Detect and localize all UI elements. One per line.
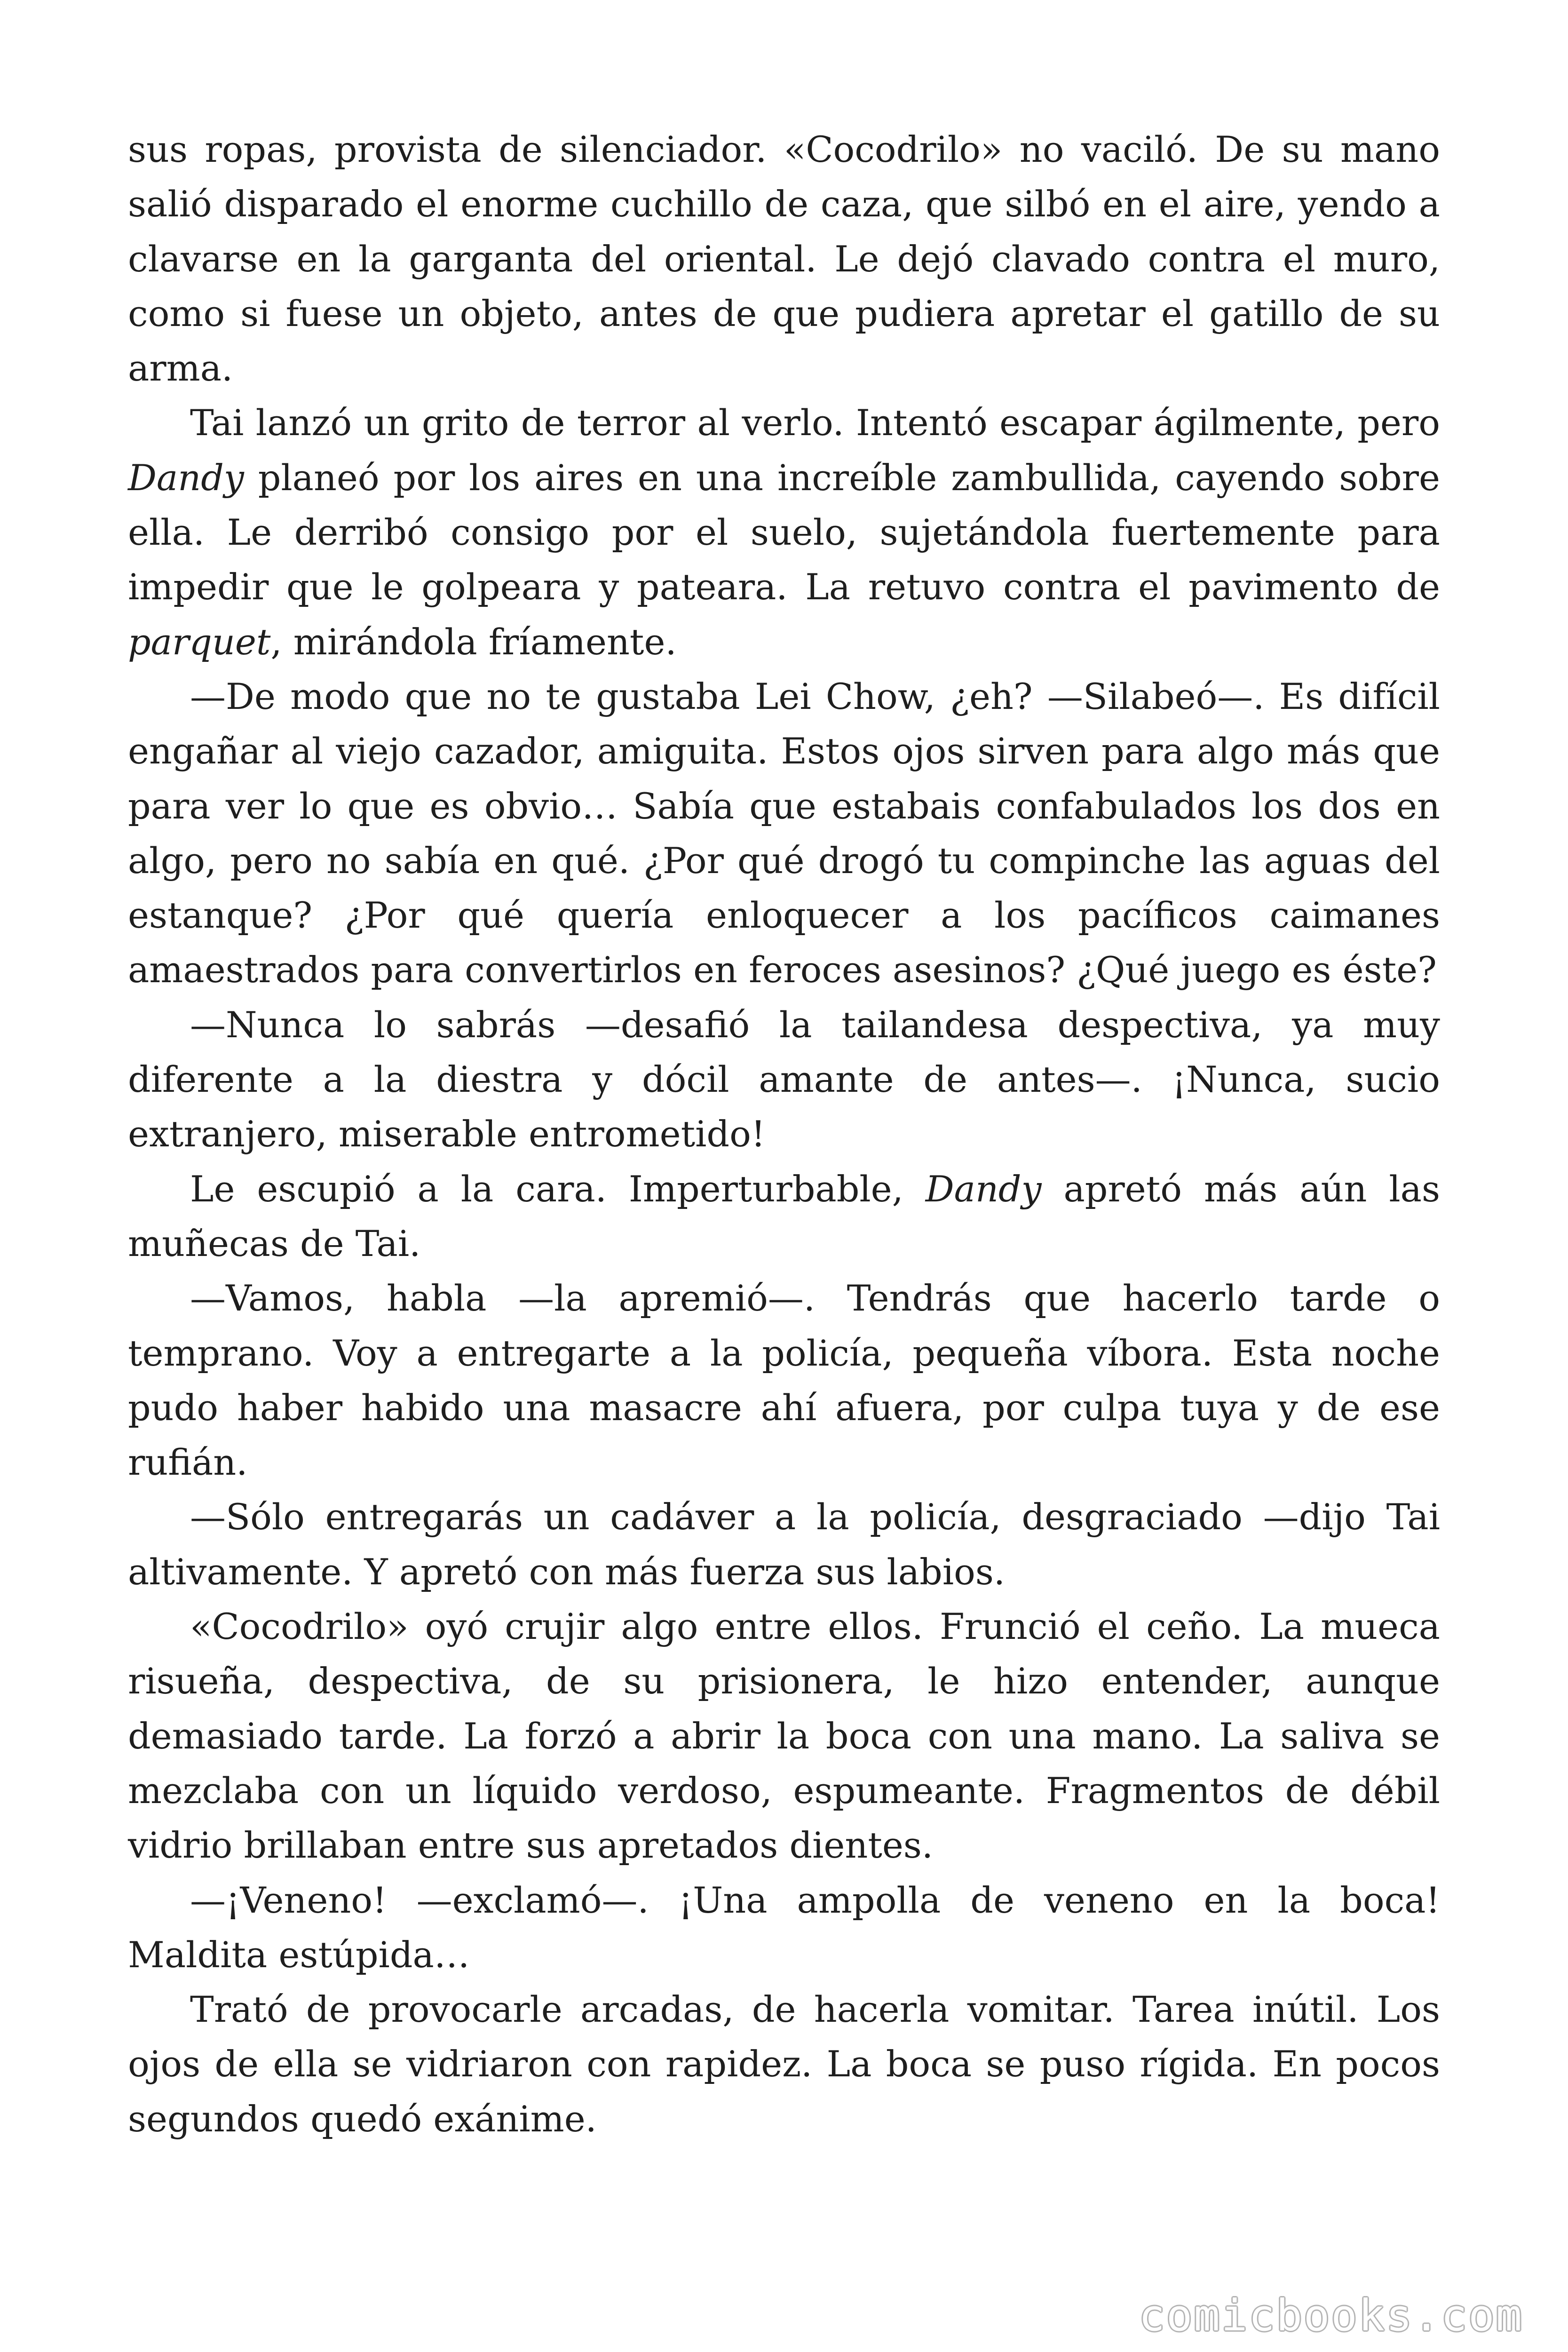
text-run: «Cocodrilo» oyó crujir algo entre ellos. Frunció el ceño. La mueca risueña, despectiva, de su prisionera, le hizo entender, aunque demasiado tarde. La forzó a abrir la boca con una mano. La saliva se mezclaba con un líquido verdoso, espumeante. Fragmentos de débil vidrio brillaban entre sus apretados dientes. xyxy=(128,1605,1440,1867)
text-run: planeó por los aires en una increíble zambullida, cayendo sobre ella. Le derribó consigo por el suelo, sujetándola fuertemente para impedir que le golpeara y pateara. La retuvo contra el pavimento de xyxy=(128,456,1440,608)
italic-text: Dandy xyxy=(128,456,244,499)
paragraph xyxy=(128,998,1440,1162)
watermark: comicbooks.com xyxy=(1139,2290,1523,2341)
text-run: apretó más aún las muñecas de Tai. xyxy=(128,1168,1440,1264)
text-run: Le escupió a la cara. Imperturbable, xyxy=(190,1168,926,1210)
paragraph xyxy=(128,669,1440,998)
text-run: Tai lanzó un grito de terror al verlo. Intentó escapar ágilmente, pero xyxy=(190,402,1440,444)
paragraph xyxy=(128,1162,1440,1271)
text-run: —Vamos, habla —la apremió—. Tendrás que hacerlo tarde o temprano. Voy a entregarte a la policía, pequeña víbora. Esta noche pudo haber habido una masacre ahí afuera, por culpa tuya y de ese rufián. xyxy=(128,1277,1440,1484)
paragraph xyxy=(128,1873,1440,1983)
paragraph xyxy=(128,1490,1440,1599)
text-run: —De modo que no te gustaba Lei Chow, ¿eh? —Silabeó—. Es difícil engañar al viejo cazador, amiguita. Estos ojos sirven para algo más que para ver lo que es obvio… Sabía que estabais confabulados los dos en algo, pero no sabía en qué. ¿Por qué drogó tu compinche las aguas del estanque? ¿Por qué quería enloquecer a los pacíficos caimanes amaestrados para convertirlos en feroces asesinos? ¿Qué juego es éste? xyxy=(128,675,1440,991)
text-run: Trató de provocarle arcadas, de hacerla vomitar. Tarea inútil. Los ojos de ella se vidriaron con rapidez. La boca se puso rígida. En pocos segundos quedó exánime. xyxy=(128,1988,1440,2140)
paragraph xyxy=(128,1599,1440,1873)
paragraph xyxy=(128,396,1440,669)
text-run: sus ropas, provista de silenciador. «Cocodrilo» no vaciló. De su mano salió disparado el enorme cuchillo de caza, que silbó en el aire, yendo a clavarse en la garganta del oriental. Le dejó clavado contra el muro, como si fuese un objeto, antes de que pudiera apretar el gatillo de su arma. xyxy=(128,128,1440,389)
paragraph xyxy=(128,1271,1440,1490)
text-run: —¡Veneno! —exclamó—. ¡Una ampolla de veneno en la boca! Maldita estúpida… xyxy=(128,1879,1440,1976)
italic-text: Dandy xyxy=(925,1168,1042,1210)
paragraph xyxy=(128,122,1440,396)
page-text xyxy=(128,122,1440,2146)
text-run: —Sólo entregarás un cadáver a la policía, desgraciado —dijo Tai altivamente. Y apretó con más fuerza sus labios. xyxy=(128,1496,1440,1593)
paragraph xyxy=(128,1982,1440,2146)
italic-text: parquet xyxy=(128,620,271,663)
text-run: —Nunca lo sabrás —desafió la tailandesa despectiva, ya muy diferente a la diestra y dócil amante de antes—. ¡Nunca, sucio extranjero, miserable entrometido! xyxy=(128,1003,1440,1155)
text-run: , mirándola fríamente. xyxy=(270,620,677,663)
